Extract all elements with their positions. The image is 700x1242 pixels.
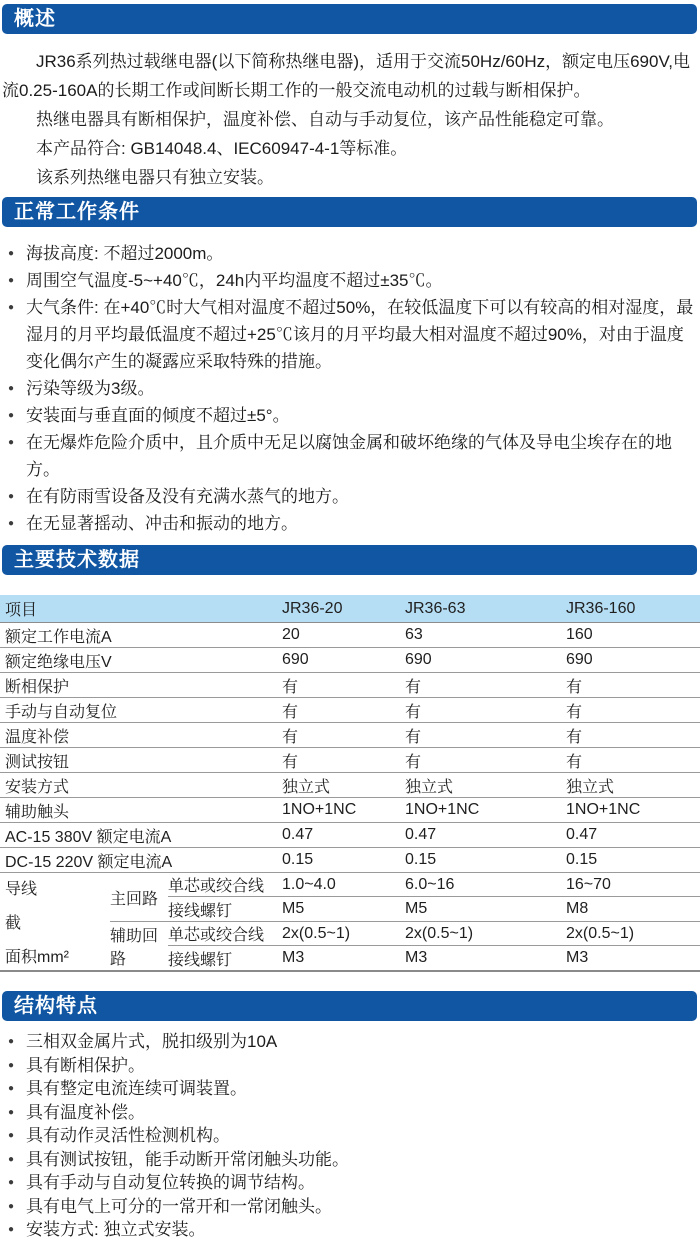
- table-row: [0, 723, 700, 748]
- list-item: [8, 1148, 696, 1172]
- bullet-icon: ●: [8, 410, 15, 421]
- wire-body: [110, 873, 700, 970]
- table-header-row: [0, 595, 700, 623]
- row-sublabel: 接线螺钉: [168, 902, 233, 920]
- table-row: [0, 623, 700, 648]
- cell-value: 有: [282, 728, 299, 746]
- bullet-icon: ●: [8, 1083, 15, 1094]
- overview-body: [0, 47, 700, 192]
- list-item: [8, 1077, 696, 1101]
- cell-value: 有: [405, 703, 422, 721]
- cell-value: 有: [405, 678, 422, 696]
- row-label: 断相保护: [5, 678, 70, 696]
- table-header-cell: JR36-160: [566, 599, 636, 617]
- cell-value: 0.47: [282, 826, 314, 843]
- cell-value: 0.15: [282, 851, 314, 868]
- bullet-icon: ●: [8, 1200, 15, 1212]
- cell-value: 20: [282, 626, 300, 643]
- row-label: 额定工作电流A: [5, 628, 112, 646]
- cell-value: 1.0~4.0: [282, 875, 336, 893]
- row-sublabel: 接线螺钉: [168, 951, 233, 969]
- bullet-icon: ●: [8, 275, 15, 286]
- cell-value: 有: [282, 678, 299, 696]
- list-item: [8, 375, 696, 402]
- bullet-icon: ●: [8, 1106, 15, 1118]
- row-label: 手动与自动复位: [5, 703, 118, 721]
- table-header-cell: 项目: [5, 602, 38, 619]
- section-title-features: 结构特点: [2, 991, 697, 1021]
- list-item: [8, 1030, 696, 1054]
- cell-value: 1NO+1NC: [405, 801, 480, 818]
- cell-value: M8: [566, 900, 589, 917]
- section-title-overview: 概述: [2, 4, 697, 34]
- tech-data-table: [0, 595, 700, 972]
- cell-value: M3: [566, 949, 589, 966]
- row-label: 测试按钮: [5, 753, 70, 771]
- cell-value: 有: [566, 753, 583, 771]
- list-item: [8, 1054, 696, 1078]
- table-row: [0, 698, 700, 723]
- cell-value: 0.15: [566, 851, 598, 868]
- cell-value: 有: [566, 728, 583, 746]
- cell-value: 690: [282, 651, 309, 668]
- feature-text: 具有手动与自动复位转换的调节结构。: [26, 1173, 315, 1192]
- condition-text: 在有防雨雪设备及没有充满水蒸气的地方。: [26, 487, 349, 506]
- overview-paragraph: 热继电器具有断相保护，温度补偿、自动与手动复位，该产品性能稳定可靠。: [36, 110, 614, 129]
- table-row: [168, 946, 700, 970]
- bullet-icon: ●: [8, 302, 15, 313]
- cell-value: 1NO+1NC: [282, 801, 357, 818]
- cell-value: 2x(0.5~1): [405, 924, 474, 942]
- table-row: [0, 848, 700, 873]
- condition-text: 海拔高度: 不超过2000m。: [26, 244, 224, 263]
- cell-value: 有: [405, 753, 422, 771]
- wire-label-line: 截: [5, 915, 22, 932]
- list-item: [8, 429, 696, 483]
- row-label: AC-15 380V 额定电流A: [5, 828, 172, 846]
- row-label: DC-15 220V 额定电流A: [5, 853, 173, 871]
- bullet-icon: ●: [8, 248, 15, 259]
- cell-value: 有: [566, 678, 583, 696]
- list-item: [8, 402, 696, 429]
- cell-value: M5: [405, 900, 428, 917]
- feature-text: 具有电气上可分的一常开和一常闭触头。: [26, 1196, 332, 1216]
- list-item: [8, 267, 696, 294]
- table-header-cell: JR36-63: [405, 599, 466, 617]
- list-item: [8, 1171, 696, 1195]
- condition-text: 大气条件: 在+40℃时大气相对温度不超过50%，在较低温度下可以有较高的相对湿度，最湿月的月平均最低温度不超过+25℃该月的月平均最大相对温度不超过90%，对由于温度变化偶尔产生的凝露应采取特殊的措施。: [26, 298, 694, 371]
- row-label: 安装方式: [5, 778, 70, 796]
- cell-value: 1NO+1NC: [566, 801, 641, 818]
- bullet-icon: ●: [8, 491, 15, 502]
- features-list: [0, 1030, 700, 1242]
- cell-value: 有: [282, 703, 299, 721]
- table-row: [168, 897, 700, 921]
- condition-text: 安装面与垂直面的倾度不超过±5°。: [26, 406, 290, 425]
- feature-text: 三相双金属片式，脱扣级别为10A: [26, 1032, 278, 1051]
- table-header-cell: JR36-20: [282, 599, 343, 617]
- cell-value: 0.47: [566, 826, 598, 843]
- feature-text: 具有整定电流连续可调装置。: [26, 1079, 247, 1098]
- section-title-tech-data: 主要技术数据: [2, 545, 697, 575]
- condition-text: 周围空气温度-5~+40℃，24h内平均温度不超过±35℃。: [26, 271, 443, 290]
- wire-label-line: 面积mm²: [5, 949, 69, 966]
- bullet-icon: ●: [8, 518, 15, 529]
- cell-value: 6.0~16: [405, 875, 455, 893]
- bullet-icon: ●: [8, 1036, 15, 1047]
- list-item: [8, 1101, 696, 1125]
- list-item: [8, 510, 696, 537]
- table-row: [168, 873, 700, 897]
- cell-value: 0.47: [405, 826, 437, 843]
- condition-text: 在无爆炸危险介质中，且介质中无足以腐蚀金属和破坏绝缘的气体及导电尘埃存在的地方。: [26, 433, 672, 479]
- conditions-list: [0, 240, 700, 537]
- cell-value: 690: [566, 651, 593, 668]
- cell-value: 2x(0.5~1): [566, 924, 635, 942]
- row-label: 温度补偿: [5, 728, 70, 746]
- cell-value: 160: [566, 626, 593, 643]
- row-label: 额定绝缘电压V: [5, 653, 112, 671]
- wire-row-label: [0, 873, 110, 970]
- wire-label-line: 导线: [5, 881, 38, 898]
- bullet-icon: ●: [8, 1153, 15, 1165]
- row-sublabel: 单芯或绞合线: [168, 878, 265, 895]
- cell-value: M3: [282, 949, 305, 966]
- condition-text: 污染等级为3级。: [26, 379, 155, 398]
- cell-value: 0.15: [405, 851, 437, 868]
- cell-value: 有: [282, 753, 299, 771]
- cell-value: 独立式: [566, 778, 615, 796]
- table-row: [0, 798, 700, 823]
- feature-text: 安装方式: 独立式安装。: [26, 1220, 206, 1239]
- feature-text: 具有温度补偿。: [26, 1102, 145, 1122]
- list-item: [8, 483, 696, 510]
- cell-value: 独立式: [282, 778, 331, 796]
- row-label: 辅助触头: [5, 803, 70, 821]
- table-row: [0, 773, 700, 798]
- datasheet-page: [0, 4, 700, 1239]
- row-sublabel: 单芯或绞合线: [168, 927, 265, 944]
- overview-paragraph: 本产品符合: GB14048.4、IEC60947-4-1等标准。: [36, 139, 408, 158]
- list-item: [8, 1195, 696, 1219]
- list-item: [8, 240, 696, 267]
- cell-value: 有: [566, 703, 583, 721]
- cell-value: M3: [405, 949, 428, 966]
- table-row: [0, 648, 700, 673]
- circuit-rows: [168, 922, 700, 970]
- bullet-icon: ●: [8, 1177, 15, 1188]
- cell-value: M5: [282, 900, 305, 917]
- aux-circuit-group: [110, 922, 700, 970]
- cell-value: 独立式: [405, 778, 454, 796]
- circuit-name: 主回路: [110, 890, 159, 908]
- section-title-conditions: 正常工作条件: [2, 197, 697, 227]
- main-circuit-group: [110, 873, 700, 922]
- bullet-icon: ●: [8, 1224, 15, 1235]
- cell-value: 有: [405, 728, 422, 746]
- bullet-icon: ●: [8, 383, 15, 394]
- bullet-icon: ●: [8, 1059, 15, 1071]
- table-row: [168, 922, 700, 946]
- table-row: [0, 823, 700, 848]
- circuit-rows: [168, 873, 700, 921]
- table-row: [0, 673, 700, 698]
- feature-text: 具有断相保护。: [26, 1055, 145, 1075]
- condition-text: 在无显著摇动、冲击和振动的地方。: [26, 514, 298, 533]
- feature-text: 具有动作灵活性检测机构。: [26, 1126, 230, 1145]
- overview-paragraph: JR36系列热过载继电器(以下简称热继电器)，适用于交流50Hz/60Hz，额定电压690V,电流0.25-160A的长期工作或间断长期工作的一般交流电动机的过载与断相保护。: [2, 52, 690, 100]
- table-row: [0, 748, 700, 773]
- feature-text: 具有测试按钮，能手动断开常闭触头功能。: [26, 1149, 349, 1169]
- bullet-icon: ●: [8, 1130, 15, 1141]
- cell-value: 63: [405, 626, 423, 643]
- list-item: [8, 1124, 696, 1148]
- wire-cross-section-group: [0, 873, 700, 972]
- cell-value: 690: [405, 651, 432, 668]
- overview-paragraph: 该系列热继电器只有独立安装。: [36, 168, 274, 187]
- list-item: [8, 1218, 696, 1242]
- cell-value: 16~70: [566, 875, 611, 893]
- list-item: [8, 294, 696, 375]
- circuit-name: 辅助回路: [110, 928, 159, 968]
- cell-value: 2x(0.5~1): [282, 924, 351, 942]
- bullet-icon: ●: [8, 437, 15, 448]
